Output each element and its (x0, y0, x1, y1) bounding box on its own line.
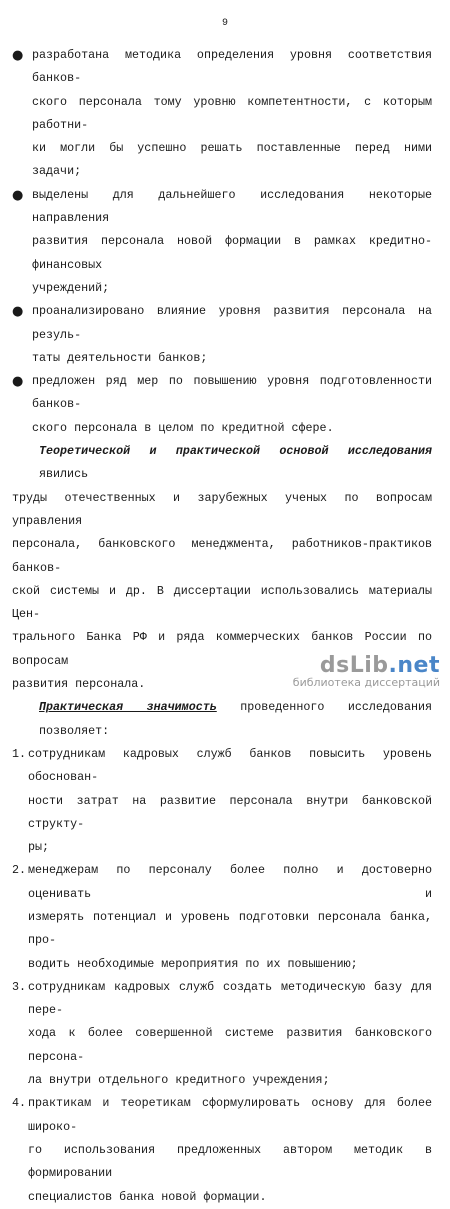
text-line: ского персонала в целом по кредитной сфере. (32, 420, 334, 435)
basis-heading-rest: явились (39, 467, 89, 482)
text-line: ры; (28, 840, 50, 855)
text-line: го использования предложенных автором методик в формировании (28, 1142, 432, 1181)
logo-domain: .net (388, 653, 440, 678)
significance-heading-rest: проведенного исследования позволяет: (39, 700, 432, 738)
bullet-item (12, 44, 432, 184)
text-line (12, 696, 432, 743)
text-line: сотрудникам кадровых служб банков повысить уровень обоснован- (28, 746, 432, 785)
text-line: таты деятельности банков; (32, 350, 208, 365)
logo-text: dsLib (319, 653, 389, 678)
text-line: трального Банка РФ и ряда коммерческих банков России по вопросам (12, 630, 432, 668)
bullet-item (12, 370, 432, 440)
item-number: 2. (12, 863, 27, 878)
numbered-item (12, 743, 432, 859)
page-number: 9 (221, 18, 228, 29)
text-line: специалистов банка новой формации. (28, 1189, 267, 1204)
watermark (293, 653, 440, 689)
text-line: измерять потенциал и уровень подготовки персонала банка, про- (28, 909, 432, 948)
text-line: ла внутри отдельного кредитного учреждения; (28, 1073, 330, 1088)
text-line: развития персонала новой формации в рамках кредитно-финансовых (32, 234, 432, 272)
text-line: труды отечественных и зарубежных ученых по вопросам управления (12, 490, 432, 528)
bullet-icon: ● (12, 48, 24, 63)
text-line: развития персонала. (12, 677, 146, 692)
text-line: ки могли бы успешно решать поставленные перед ними задачи; (32, 141, 432, 179)
text-line: хода к более совершенной системе развития банковского персона- (28, 1026, 432, 1064)
numbered-item (12, 1092, 432, 1208)
bullet-icon: ● (12, 187, 24, 203)
text-line: персонала, банковского менеджмента, работников-практиков банков- (12, 537, 432, 575)
text-line: учреждений; (32, 280, 110, 295)
watermark-subtitle: библиотека диссертаций (292, 676, 440, 689)
text-line: ности затрат на развитие персонала внутри банковской структу- (28, 793, 432, 831)
significance-heading: Практическая значимость (39, 700, 217, 715)
document-body (12, 44, 432, 1209)
text-line: водить необходимые мероприятия по их повышению; (28, 956, 358, 971)
bullet-item (12, 300, 432, 370)
text-line: ской системы и др. В диссертации использовались материалы Цен- (12, 583, 432, 622)
bullet-icon: ● (12, 374, 24, 390)
text-line: выделены для дальнейшего исследования некоторые направления (32, 187, 432, 226)
text-line: проанализировано влияние уровня развития персонала на резуль- (32, 304, 432, 342)
numbered-item (12, 976, 432, 1092)
bullet-icon: ● (12, 304, 24, 320)
text-line: менеджерам по персоналу более полно и достоверно оценивать и (28, 863, 432, 901)
item-number: 4. (12, 1096, 27, 1111)
text-line: сотрудникам кадровых служб создать методическую базу для пере- (28, 979, 432, 1018)
item-number: 1. (12, 746, 27, 761)
text-line: разработана методика определения уровня соответствия банков- (32, 48, 432, 86)
bullet-item (12, 184, 432, 300)
text-line: предложен ряд мер по повышению уровня подготовленности банков- (32, 374, 432, 412)
text-line: практикам и теоретикам сформулировать основу для более широко- (28, 1096, 432, 1134)
item-number: 3. (12, 979, 27, 994)
significance-paragraph (12, 696, 432, 743)
numbered-item (12, 859, 432, 975)
watermark-logo (293, 653, 440, 678)
text-line (12, 440, 432, 487)
basis-heading: Теоретической и практической основой исследования (39, 444, 432, 459)
text-line: ского персонала тому уровню компетентности, с которым работни- (32, 94, 432, 132)
